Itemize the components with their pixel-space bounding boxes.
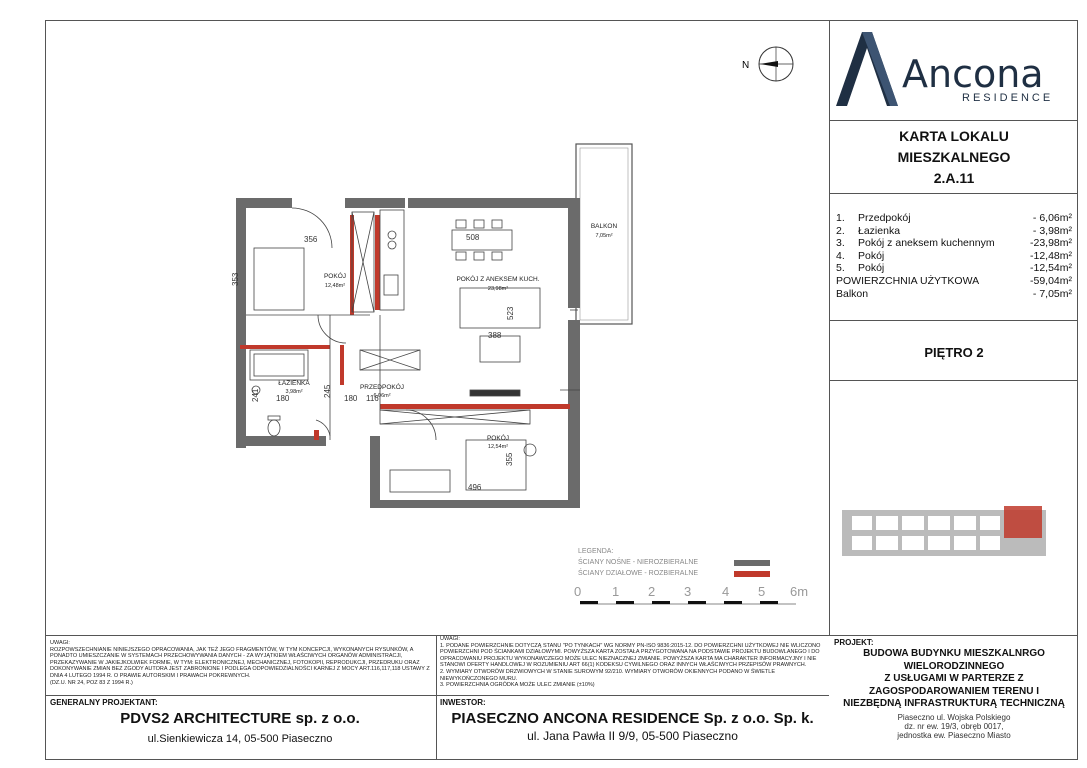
legend xyxy=(578,546,770,579)
dim-label: 496 xyxy=(468,483,482,492)
dim-label: 241 xyxy=(251,388,260,402)
divider-card xyxy=(829,193,1078,194)
svg-text:4: 4 xyxy=(722,584,730,599)
room-row: 5. Pokój -12,54m² xyxy=(836,262,1072,275)
svg-text:2: 2 xyxy=(648,584,656,599)
ancona-logo-icon xyxy=(832,26,902,116)
brand-logo xyxy=(830,20,1078,120)
card-title-line2: MIESZKALNEGO xyxy=(897,149,1011,165)
room-row: 4. Pokój -12,48m² xyxy=(836,249,1072,262)
partition-walls xyxy=(240,215,570,440)
bathroom-label: ŁAZIENKA xyxy=(278,380,310,387)
dim-label: 356 xyxy=(304,235,318,244)
dim-label: 180 xyxy=(276,394,290,403)
living-area: 23,98m² xyxy=(487,286,509,292)
room-row: 1. Przedpokój - 6,06m² xyxy=(836,212,1072,224)
svg-text:6m: 6m xyxy=(790,584,809,599)
legend-title: LEGENDA: xyxy=(578,548,614,555)
room-row: 3. Pokój z aneksem kuchennym -23,98m² xyxy=(836,237,1072,250)
divider-logo xyxy=(829,120,1078,121)
balcony-area: 7,05m² xyxy=(595,233,613,239)
dim-label: 355 xyxy=(505,452,514,466)
balcony-row: Balkon - 7,05m² xyxy=(836,287,1072,300)
legend-swatch-partition xyxy=(734,571,770,577)
floor-plan xyxy=(230,140,650,520)
total-row: POWIERZCHNIA UŻYTKOWA -59,04m² xyxy=(836,274,1072,287)
hall-area: 6,06m² xyxy=(373,393,391,399)
dim-label: 388 xyxy=(488,331,502,340)
room1-area: 12,48m² xyxy=(324,283,346,289)
card-title-number: 2.A.11 xyxy=(933,170,975,186)
dim-label: 245 xyxy=(323,384,332,398)
designer-address: ul.Sienkiewicza 14, 05-500 Piaseczno xyxy=(147,733,333,745)
investor-name: PIASECZNO ANCONA RESIDENCE Sp. z o.o. Sp. k. xyxy=(451,710,814,727)
legend-partition: ŚCIANY DZIAŁOWE - ROZBIERALNE xyxy=(578,568,770,579)
compass-icon xyxy=(738,45,802,85)
designer-label: GENERALNY PROJEKTANT: xyxy=(50,698,158,707)
divider-rooms xyxy=(829,320,1078,321)
balcony-label: BALKON xyxy=(590,223,618,230)
room2-area: 12,54m² xyxy=(487,444,509,450)
legend-swatch-load xyxy=(734,560,770,566)
project-description: BUDOWA BUDYNKU MIESZKALNRGO WIELORODZINNEGO Z USŁUGAMI W PARTERZE Z ZAGOSPODAROWANIEM TERENU I NIEZBĘDNĄ INFRASTRUKTURĄ TECHNICZNĄ xyxy=(843,648,1065,709)
investor-address: ul. Jana Pawła II 9/9, 05-500 Piaseczno xyxy=(527,729,738,743)
dim-label: 508 xyxy=(466,233,480,242)
bathroom-area: 3,98m² xyxy=(285,389,303,395)
dim-label: 523 xyxy=(506,306,515,320)
dim-label: 353 xyxy=(231,272,240,286)
legend-load: ŚCIANY NOŚNE - NIEROZBIERALNE xyxy=(578,557,770,568)
designer-name: PDVS2 ARCHITECTURE sp. z o.o. xyxy=(120,710,360,727)
living-label: POKÓJ Z ANEKSEM KUCH. xyxy=(456,276,540,283)
compass-label: N xyxy=(742,60,750,71)
divider-footer-mid xyxy=(436,635,437,760)
rooms-list xyxy=(836,212,1072,300)
divider-footer-2 xyxy=(45,695,829,696)
project-label: PROJEKT: xyxy=(834,638,874,647)
scale-bar xyxy=(572,580,822,610)
room2-label: POKÓJ xyxy=(486,435,510,442)
card-title-line1: KARTA LOKALU xyxy=(899,128,1009,144)
brand-name: Ancona xyxy=(902,52,1044,96)
investor-label: INWESTOR: xyxy=(440,698,486,707)
floor-label: PIĘTRO 2 xyxy=(924,345,984,360)
area-notes: UWAGI: 1. PODANE POWIERZCHNIE DOTYCZĄ STANU "PO TYNKACH" WG NORMY PN-ISO 9836:2015-12. DO POWIERZCHNI UŻYTKOWEJ NIE WLICZONO POWIERZCHNI POD ŚCIANKAMI DZIAŁOWYMI. POWYŻSZA KARTA ZOSTAŁA PRZYGOTOWANA NA PODSTAWIE PROJEKTU BUDOWLANEGO I DO OPRACOWANIU PROJEKTU WYKONAWCZEGO MOŻE ULEC NIEZNACZNEJ ZMIANIE. POWYŻSZA KARTA MA CHARAKTER INFORMACYJNY I NIE STANOWI OFERTY HANDLOWEJ W ROZUMIENIU ART 66(1) KODEKSU CYWILNEGO ORAZ INNYCH WŁAŚCIWYCH PRZEPISÓW PRAWNYCH. 2. WYMIARY OTWORÓW DRZWIOWYCH W STANIE SUROWYM 92/210. WYMIARY OTWORÓW OKIENNYCH PODANO W ŚWIETLE NIEWYKOŃCZONEGO MURU. 3. POWIERZCHNIA OGRÓDKA MOŻE ULEC ZMIANIE (±10%) xyxy=(440,636,821,689)
room-row: 2. Łazienka - 3,98m² xyxy=(836,224,1072,237)
load-bearing-walls xyxy=(236,198,580,508)
hall-label: PRZEDPOKÓJ xyxy=(359,384,405,391)
svg-text:5: 5 xyxy=(758,584,766,599)
copyright-notes: UWAGI: ROZPOWSZECHNIANIE NINIEJSZEGO OPRACOWANIA, JAK TEŻ JEGO FRAGMENTÓW, W TYM KONCEPCJI, WYKONANYCH RYSUNKÓW, A PONADTO UMIESZCZANIE W SYSTEMACH PRZECHOWYWANIA DANYCH - ZA WYJĄTKIEM WŁAŚCIWYCH ORGANÓW ADMINISTRACJI, PRZEKAZYWANIE W JAKIEJKOLWIEK FORMIE, W TYM: ELEKTRONICZNEJ, MECHANICZNEJ, FOTOKOPII, REPRODUKCJI, PRZEDRUKU ORAZ DOKONYWANIE ZMIAN BEZ ZGODY AUTORA JEST ZABRONIONE I PODLEGA ODPOWIEDZIALNOŚCI KARNEJ Z MOCY ART.116,117,118 USTAWY Z DNIA 4 LUTEGO 1994 R. O PRAWIE AUTORSKIM I PRAWACH POKREWNYCH. (DZ.U. NR 24, POZ 83 Z 1994 R.) xyxy=(50,640,430,686)
brand-subtitle: RESIDENCE xyxy=(962,92,1054,104)
dim-label: 116 xyxy=(366,394,379,403)
svg-text:1: 1 xyxy=(612,584,620,599)
divider-floor xyxy=(829,380,1078,381)
room1-label: POKÓJ xyxy=(323,273,347,280)
svg-text:0: 0 xyxy=(574,584,582,599)
card-title xyxy=(830,126,1078,189)
dim-label: 180 xyxy=(344,394,358,403)
svg-text:3: 3 xyxy=(684,584,692,599)
key-plan-highlight xyxy=(1004,506,1042,538)
project-location: Piaseczno ul. Wojska Polskiego dz. nr ew. 19/3, obręb 0017, jednostka ew. Piaseczno Miasto xyxy=(897,713,1011,740)
key-plan xyxy=(838,496,1052,566)
